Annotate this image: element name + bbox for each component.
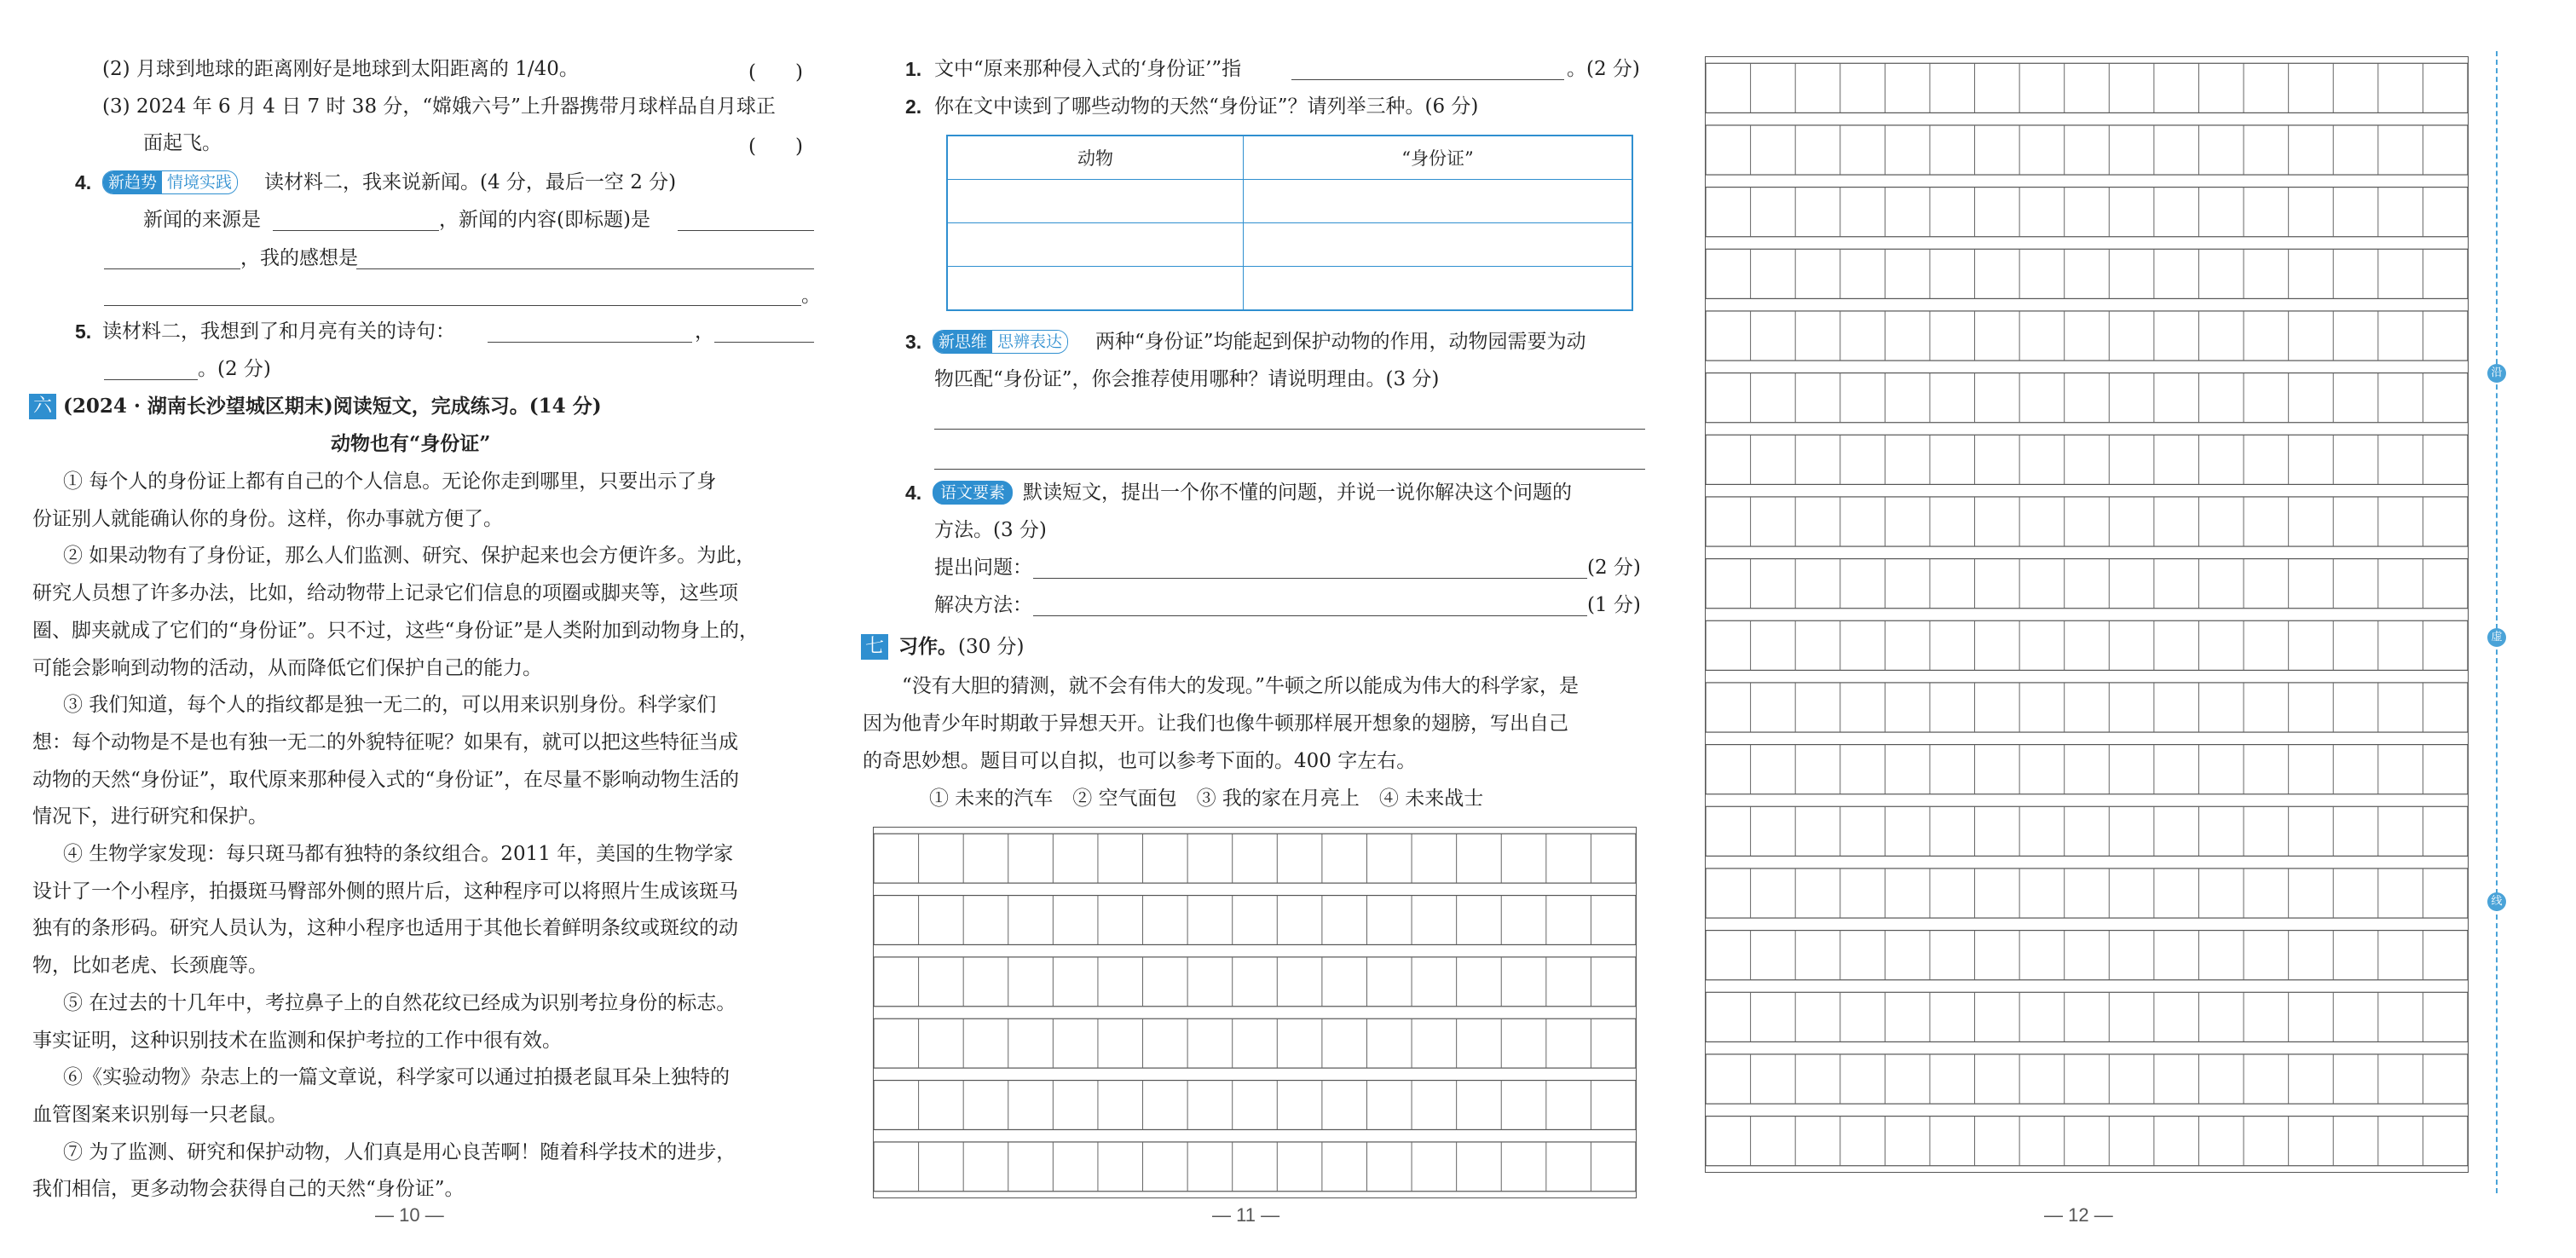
table-cell[interactable] [947, 223, 1244, 267]
grid-row [874, 1019, 1636, 1068]
section-title: 习作。 [898, 635, 957, 658]
table-cell[interactable] [947, 180, 1244, 223]
grid-row [1706, 1054, 2468, 1104]
q3-item-3: (3) 2024 年 6 月 4 日 7 时 38 分，“嫦娥六号”上升器携带月球样品自月球正 [102, 95, 776, 118]
grid-row [1706, 806, 2468, 856]
answer-blank[interactable] [934, 429, 1645, 430]
grid-row [1706, 188, 2468, 237]
grid-row [1706, 868, 2468, 918]
grid-row [1706, 931, 2468, 980]
grid-row [1706, 249, 2468, 298]
section-marker: 七 [861, 634, 888, 660]
table-row [947, 180, 1632, 223]
solve-label: 解决方法： [934, 594, 1032, 616]
article-line: ⑤ 在过去的十几年中，考拉鼻子上的自然花纹已经成为识别考拉身份的标志。 [63, 992, 736, 1014]
article-line: 设计了一个小程序，拍摄斑马臀部外侧的照片后，这种程序可以将照片生成该斑马 [32, 880, 738, 903]
prompt-line-1: “没有大胆的猜测，就不会有伟大的发现。”牛顿之所以能成为伟大的科学家，是 [902, 675, 1580, 697]
section-title: (2024 · 湖南长沙望城区期末)阅读短文，完成练习。(14 分) [63, 395, 602, 418]
question-number: 2. [905, 95, 922, 118]
page-number: — 10 — [375, 1204, 444, 1226]
article-line: 可能会影响到动物的活动，从而降低它们保护自己的能力。 [32, 657, 542, 679]
writing-grid[interactable] [1705, 56, 2469, 1173]
q4-line1a: 新闻的来源是 [143, 209, 261, 231]
grid-row [1706, 620, 2468, 670]
answer-blank[interactable] [104, 305, 801, 306]
grid-row [874, 957, 1636, 1007]
think-badge [933, 330, 1068, 354]
answer-blank[interactable] [104, 268, 240, 269]
grid-row [1706, 683, 2468, 732]
answer-blank[interactable] [273, 230, 439, 231]
article-line: 研究人员想了许多办法，比如，给动物带上记录它们信息的项圈或脚夹等，这些项 [32, 582, 738, 604]
table-cell[interactable] [1244, 180, 1633, 223]
article-line: 圈、脚夹就成了它们的“身份证”。只不过，这些“身份证”是人类附加到动物身上的， [32, 620, 760, 642]
table-header-id: “身份证” [1244, 136, 1633, 180]
q1-end: 。(2 分) [1567, 58, 1640, 80]
prompt-line-3: 的奇思妙想。题目可以自拟，也可以参考下面的。400 字左右。 [863, 750, 1417, 772]
grid-row [1706, 125, 2468, 175]
answer-blank[interactable] [678, 230, 814, 231]
badge-left: 新思维 [933, 331, 992, 353]
writing-grid[interactable] [873, 827, 1637, 1198]
table-row [947, 223, 1632, 267]
grid-row [874, 1081, 1636, 1130]
article-line: ⑦ 为了监测、研究和保护动物，人们真是用心良苦啊！随着科学技术的进步， [63, 1141, 736, 1163]
question-number: 5. [75, 320, 92, 343]
article-title: 动物也有“身份证” [331, 432, 491, 455]
grid-row [874, 1142, 1636, 1192]
answer-blank[interactable] [1033, 615, 1587, 616]
grid-row [1706, 745, 2468, 794]
question-number: 3. [905, 331, 922, 353]
badge-right: 情境实践 [162, 171, 237, 193]
q3-line2: 物匹配“身份证”，你会推荐使用哪种？请说明理由。(3 分) [934, 368, 1440, 390]
cut-line [2496, 51, 2498, 1193]
q5-end: 。(2 分) [198, 358, 271, 380]
ask-label: 提出问题： [934, 557, 1032, 579]
answer-blank[interactable] [934, 469, 1645, 470]
period: 。 [801, 285, 821, 307]
grid-row [874, 834, 1636, 883]
trend-badge [102, 170, 238, 194]
grid-row [1706, 992, 2468, 1042]
comma: ， [695, 320, 714, 343]
page-number: — 11 — [1212, 1204, 1280, 1226]
section-marker: 六 [29, 394, 56, 419]
table-cell[interactable] [1244, 223, 1633, 267]
answer-paren[interactable]: ( ) [748, 61, 803, 84]
article-line: 动物的天然“身份证”，取代原来那种侵入式的“身份证”，在尽量不影响动物生活的 [32, 769, 740, 791]
cut-mark: 线 [2487, 892, 2506, 911]
article-line: 血管图案来识别每一只老鼠。 [32, 1104, 287, 1126]
answer-blank[interactable] [1291, 79, 1564, 80]
article-line: 想：每个动物是不是也有独一无二的外貌特征呢？如果有，就可以把这些特征当成 [32, 731, 738, 753]
q3-item-3-cont: 面起飞。 [143, 132, 222, 154]
article-line: ② 如果动物有了身份证，那么人们监测、研究、保护起来也会方便许多。为此， [63, 545, 756, 567]
cut-mark: 沿 [2487, 364, 2506, 383]
topic-options: ① 未来的汽车 ② 空气面包 ③ 我的家在月亮上 ④ 未来战士 [929, 788, 1484, 810]
question-number: 4. [905, 482, 922, 504]
section-score: (30 分) [958, 636, 1025, 658]
cut-mark: 虚 [2487, 628, 2506, 647]
answer-blank[interactable] [714, 342, 814, 343]
badge-left: 新趋势 [103, 171, 162, 193]
table-header-animal: 动物 [947, 136, 1244, 180]
answer-blank[interactable] [104, 379, 198, 380]
answer-blank[interactable] [356, 268, 814, 269]
grid-row [1706, 497, 2468, 546]
solve-score: (1 分) [1587, 594, 1641, 616]
question-number: 1. [905, 58, 922, 80]
grid-row [1706, 373, 2468, 423]
article-line: ③ 我们知道，每个人的指纹都是独一无二的，可以用来识别身份。科学家们 [63, 694, 717, 716]
prompt-line-2: 因为他青少年时期敢于异想天开。让我们也像牛顿那样展开想象的翅膀，写出自己 [863, 713, 1568, 735]
table-cell[interactable] [947, 267, 1244, 311]
grid-row [1706, 1117, 2468, 1166]
grid-row [1706, 559, 2468, 609]
table-cell[interactable] [1244, 267, 1633, 311]
page-number: — 12 — [2044, 1204, 2113, 1226]
q3-item-2: (2) 月球到地球的距离刚好是地球到太阳距离的 1/40。 [102, 58, 579, 80]
answer-paren[interactable]: ( ) [748, 136, 803, 158]
q4-line1: 默读短文，提出一个你不懂的问题，并说一说你解决这个问题的 [1023, 482, 1572, 504]
identity-table [946, 135, 1633, 311]
q2-text: 你在文中读到了哪些动物的天然“身份证”？请列举三种。(6 分) [934, 95, 1479, 118]
element-badge: 语文要素 [933, 481, 1013, 505]
ask-score: (2 分) [1587, 557, 1641, 579]
q4-line1b: ，新闻的内容(即标题)是 [439, 209, 650, 231]
q4-text: 读材料二，我来说新闻。(4 分，最后一空 2 分) [264, 171, 677, 193]
q3-line1: 两种“身份证”均能起到保护动物的作用，动物园需要为动 [1095, 331, 1586, 353]
article-line: 我们相信，更多动物会获得自己的天然“身份证”。 [32, 1178, 465, 1200]
grid-row [1706, 435, 2468, 484]
answer-blank[interactable] [1033, 578, 1587, 579]
question-number: 4. [75, 171, 92, 193]
article-line: 物，比如老虎、长颈鹿等。 [32, 955, 268, 977]
badge-right: 思辨表达 [992, 331, 1067, 353]
article-line: ④ 生物学家发现：每只斑马都有独特的条纹组合。2011 年，美国的生物学家 [63, 843, 734, 865]
answer-blank[interactable] [488, 342, 692, 343]
article-line: ① 每个人的身份证上都有自己的个人信息。无论你走到哪里，只要出示了身 [63, 470, 717, 493]
q4-line2: 方法。(3 分) [934, 519, 1047, 541]
article-line: 情况下，进行研究和保护。 [32, 805, 268, 828]
grid-row [1706, 63, 2468, 113]
table-row [947, 267, 1632, 311]
grid-row [874, 896, 1636, 945]
q4-line2: ，我的感想是 [240, 247, 358, 269]
article-line: 份证别人就能确认你的身份。这样，你办事就方便了。 [32, 508, 503, 530]
article-line: ⑥《实验动物》杂志上的一篇文章说，科学家可以通过拍摄老鼠耳朵上独特的 [63, 1066, 730, 1088]
q1-text: 文中“原来那种侵入式的‘身份证’”指 [934, 58, 1242, 80]
article-line: 事实证明，这种识别技术在监测和保护考拉的工作中很有效。 [32, 1030, 562, 1052]
grid-row [1706, 311, 2468, 361]
article-line: 独有的条形码。研究人员认为，这种小程序也适用于其他长着鲜明条纹或斑纹的动 [32, 917, 738, 939]
q5-text: 读材料二，我想到了和月亮有关的诗句： [102, 320, 455, 343]
